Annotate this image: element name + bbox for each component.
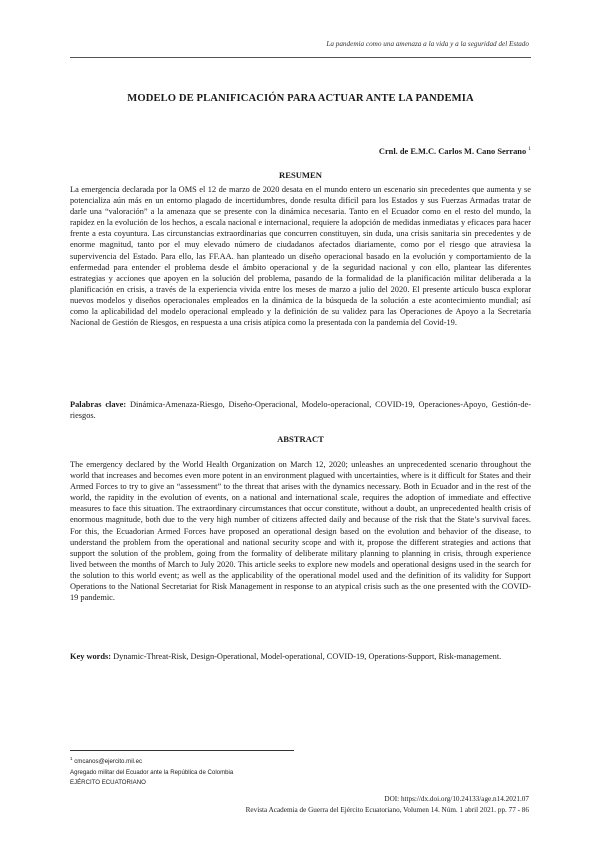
palabras-clave-label: Palabras clave: (70, 400, 127, 409)
footnote-position: Agregado militar del Ecuador ante la República de Colombia (70, 768, 234, 776)
footnote-email: cmcanos@ejercito.mil.ec (74, 758, 143, 766)
article-title: MODELO DE PLANIFICACIÓN PARA ACTUAR ANTE LA PANDEMIA (127, 93, 474, 104)
footnote-mark: 1 (70, 756, 73, 761)
resumen-body: La emergencia declarada por la OMS el 12 de marzo de 2020 desata en el mundo entero un escenario sin precedentes que aumenta y se potencializa aún más en un entorno plagado de incertidumbres, donde resulta difícil para los Estados y sus Fuerzas Armadas tratar de darle una “valoración” a la amenaza que se presente con la dinámica necesaria. Tanto en el Ecuador como en el resto del mundo, la rapidez en la evolución de los hechos, a escala nacional e internacional, requiere la adopción de medidas inmediatas y eficaces para hacer frente a esta coyuntura. Las circunstancias extraordinarias que concurren constituyen, sin duda, una crisis sanitaria sin precedentes y de enorme magnitud, tanto por el muy elevado número de ciudadanos afectados diariamente, como por el riesgo que atraviesa la supervivencia del Estado. Para ello, las FF.AA. han planteado un diseño operacional basado en la evolución y comportamiento de la enfermedad para entender el problema desde el ámbito operacional y de la seguridad nacional y con ello, plantear las diferentes estrategias y acciones que apoyen en la solución del problema, pasando de la formalidad de la planificación militar deliberada a la planificación en crisis, a través de la experiencia vivida entre los meses de marzo a julio del 2020. El presente artículo busca explorar nuevos modelos y diseños operacionales empleados en la dinámica de la búsqueda de la solución a este acontecimiento mundial; así como la aplicabilidad del modelo operacional empleado y la definición de su validez para las Operaciones de Apoyo a la Secretaría Nacional de Gestión de Riesgos, en respuesta a una crisis atípica como la presentada con la pandemia del Covid-19. (70, 185, 531, 328)
footnote-email-line (70, 754, 233, 768)
palabras-clave-text: Dinámica-Amenaza-Riesgo, Diseño-Operacional, Modelo-operacional, COVID-19, Operaciones-Apoyo, Gestión-de-riesgos. (70, 400, 531, 421)
footnotes (70, 754, 233, 789)
resumen-heading: RESUMEN (279, 170, 322, 180)
running-head: La pandemia como una amenaza a la vida y a la seguridad del Estado (326, 40, 529, 48)
doi-line: DOI: https://dx.doi.org/10.24133/age.n14.2021.07 (384, 795, 529, 803)
header-rule (70, 57, 531, 58)
footnote-rule (70, 750, 294, 751)
footnote-institution: EJÉRCITO ECUATORIANO (70, 779, 146, 787)
abstract-heading: ABSTRACT (277, 434, 324, 444)
author-line (379, 146, 531, 156)
key-words-text: Dynamic-Threat-Risk, Design-Operational, Model-operational, COVID-19, Operations-Support, Risk-management. (113, 652, 502, 661)
abstract-body: The emergency declared by the World Health Organization on March 12, 2020; unleashes an unprecedented scenario throughout the world that increases and becomes even more potent in an environment plagued with uncertainties, where is it difficult for States and their Armed Forces to try to give an “assessment” to the threat that arises with the dynamics necessary. Both in Ecuador and in the rest of the world, the rapidity in the evolution of events, on a national and international scale, requires the adoption of immediate and effective measures to face this situation. The extraordinary circumstances that occur constitute, without a doubt, an unprecedented health crisis of enormous magnitude, both due to the very high number of citizens affected daily and because of the risk that the State’s survival faces. For this, the Ecuadorian Armed Forces have proposed an operational design based on the evolution and behavior of the disease, to understand the problem from the operational and national security scope and with it, propose the different strategies and actions that support the solution of the problem, going from the formality of deliberate military planning to planning in crisis, through experience lived between the months of March to July 2020. This article seeks to explore new models and operational designs used in the search for the solution to this world event; as well as the applicability of the operational model used and the definition of its validity for Support Operations to the National Secretariat for Risk Management in response to an atypical crisis such as the one presented with the COVID-19 pandemic. (70, 460, 531, 603)
author-name: Crnl. de E.M.C. Carlos M. Cano Serrano (378, 146, 527, 156)
key-words (70, 651, 531, 662)
palabras-clave (70, 399, 531, 421)
author-footnote-mark: 1 (528, 146, 531, 152)
journal-citation: Revista Academia de Guerra del Ejército Ecuatoriano, Volumen 14. Núm. 1 abril 2021. pp. 77 - 86 (245, 806, 529, 814)
key-words-label: Key words: (70, 652, 112, 661)
